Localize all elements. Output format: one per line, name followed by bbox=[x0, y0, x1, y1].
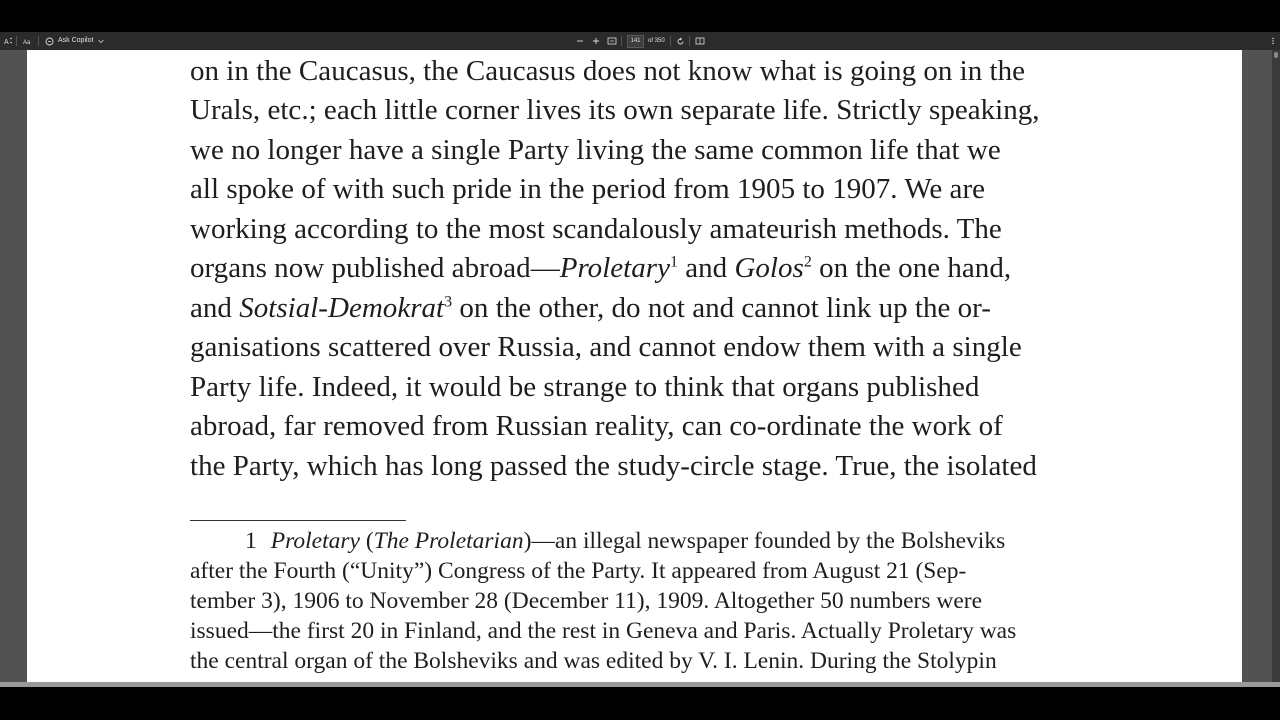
footnote-ref-1[interactable]: 1 bbox=[669, 253, 678, 271]
more-options-button[interactable] bbox=[1270, 32, 1276, 50]
zoom-out-button[interactable] bbox=[576, 32, 584, 50]
pdf-page bbox=[27, 50, 1242, 682]
plus-icon bbox=[592, 37, 600, 45]
body-line-10: abroad, far removed from Russian reality, can co-ordinate the work of bbox=[190, 410, 1003, 442]
body-line-11: the Party, which has long passed the study-circle stage. True, the isolated bbox=[190, 450, 1037, 482]
footnote-1-line-1: 1 Proletary (The Proletarian)—an illegal newspaper founded by the Bolsheviks bbox=[245, 528, 1006, 554]
bottom-black-bar bbox=[0, 687, 1280, 720]
footnote-1-line-2: after the Fourth (“Unity”) Congress of the Party. It appeared from August 21 (Sep- bbox=[190, 558, 967, 584]
scrollbar-thumb[interactable] bbox=[1274, 52, 1278, 58]
footnote-number: 1 bbox=[245, 528, 257, 554]
toolbar-divider bbox=[621, 32, 623, 50]
body-line-2: Urals, etc.; each little corner lives its own separate life. Strictly speaking, bbox=[190, 94, 1040, 126]
page-number-input[interactable] bbox=[627, 32, 644, 50]
minus-icon bbox=[576, 37, 584, 45]
toolbar-divider bbox=[670, 32, 672, 50]
page-total: of 350 bbox=[648, 38, 665, 44]
copilot-icon bbox=[45, 37, 54, 46]
body-line-9: Party life. Indeed, it would be strange to think that organs published bbox=[190, 371, 980, 403]
sotsial-demokrat-title: Sotsial-Demokrat bbox=[239, 292, 445, 324]
rotate-button[interactable] bbox=[676, 32, 685, 50]
footnote-1-line-5: the central organ of the Bolsheviks and was edited by V. I. Lenin. During the Stolypin bbox=[190, 648, 997, 674]
body-line-8: ganisations scattered over Russia, and cannot endow them with a single bbox=[190, 331, 1022, 363]
body-line-6: organs now published abroad—Proletary$^1$ and Golos$^2$ on the one hand, bbox=[190, 252, 1012, 284]
read-aloud-icon[interactable] bbox=[4, 32, 13, 50]
rotate-icon bbox=[676, 37, 685, 46]
golos-title: Golos bbox=[734, 252, 804, 284]
page-number-value: 141 bbox=[630, 38, 641, 44]
fit-page-button[interactable] bbox=[607, 32, 617, 50]
zoom-in-button[interactable] bbox=[592, 32, 600, 50]
svg-text:Aa: Aa bbox=[23, 39, 31, 46]
text-format-icon[interactable] bbox=[23, 32, 33, 50]
chevron-down-icon bbox=[97, 38, 105, 44]
toolbar-divider bbox=[16, 32, 18, 50]
ask-copilot-button[interactable] bbox=[45, 32, 105, 50]
footnote-ref-2[interactable]: 2 bbox=[803, 253, 812, 271]
footnote-ref-3[interactable]: 3 bbox=[444, 293, 453, 311]
footnote-1-line-3: tember 3), 1906 to November 28 (December 11), 1909. Altogether 50 numbers were bbox=[190, 588, 983, 614]
proletary-title: Proletary bbox=[559, 252, 670, 284]
body-line-5: working according to the most scandalously amateurish methods. The bbox=[190, 213, 1002, 245]
body-line-7: and Sotsial-Demokrat$^3$ on the other, do not and cannot link up the or- bbox=[190, 292, 991, 324]
vertical-scrollbar[interactable] bbox=[1272, 50, 1280, 682]
pdf-toolbar bbox=[0, 32, 1280, 50]
fit-width-icon bbox=[607, 37, 617, 45]
top-black-bar bbox=[0, 0, 1280, 32]
ask-copilot-label: Ask Copilot bbox=[58, 37, 94, 44]
page-view-button[interactable] bbox=[695, 32, 705, 50]
svg-text:A: A bbox=[4, 38, 9, 46]
footnote-separator bbox=[190, 520, 406, 521]
footnote-1-line-4: issued—the first 20 in Finland, and the rest in Geneva and Paris. Actually Proletary was bbox=[190, 618, 1017, 644]
body-line-1: on in the Caucasus, the Caucasus does not know what is going on in the bbox=[190, 55, 1026, 87]
toolbar-divider bbox=[689, 32, 691, 50]
body-line-4: all spoke of with such pride in the period from 1905 to 1907. We are bbox=[190, 173, 986, 205]
toolbar-divider bbox=[38, 32, 40, 50]
two-page-view-icon bbox=[695, 37, 705, 45]
more-vertical-icon bbox=[1270, 37, 1276, 45]
body-line-3: we no longer have a single Party living the same common life that we bbox=[190, 134, 1001, 166]
